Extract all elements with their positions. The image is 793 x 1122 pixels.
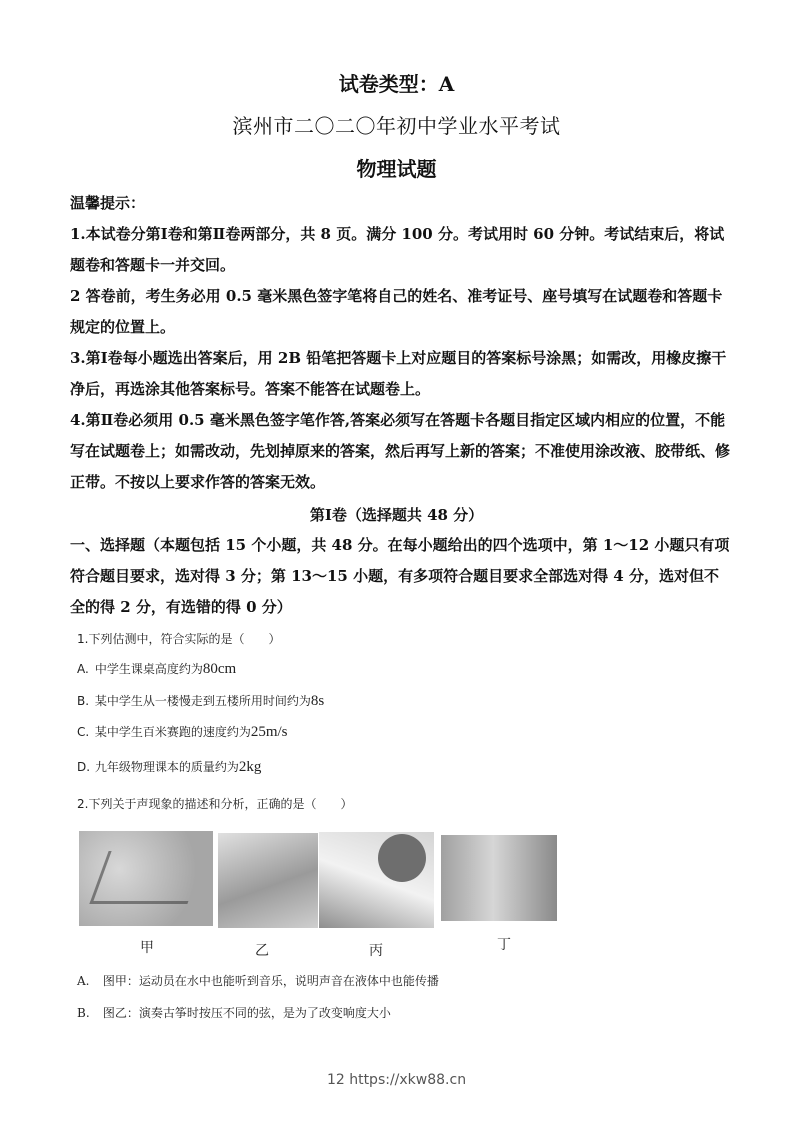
figure-label-jia: 甲 (140, 940, 154, 956)
option-label: C. (77, 725, 90, 739)
question-2-option-b (77, 1004, 391, 1021)
question-1-option-b (77, 692, 324, 710)
notice-heading: 温馨提示： (70, 194, 146, 212)
notice-item: 1.本试卷分第Ⅰ卷和第Ⅱ卷两部分，共 8 页。满分 100 分。考试用时 60 分钟。考试结束后，将试题卷和答题卡一并交回。 (70, 225, 725, 274)
subject-title: 物理试题 (356, 157, 437, 181)
question-1-option-c (77, 723, 288, 741)
option-value: 80cm (202, 661, 237, 677)
option-label: A. (77, 974, 90, 988)
section-heading: 第Ⅰ卷（选择题共 48 分） (309, 506, 484, 524)
option-text: 中学生课桌高度约为 (94, 662, 203, 676)
option-text: 某中学生百米赛跑的速度约为 (94, 725, 251, 739)
notice-item: 3.第Ⅰ卷每小题选出答案后，用 2B 铅笔把答题卡上对应题目的答案标号涂黑；如需改，用橡皮擦干净后，再选涂其他答案标号。答案不能答在试题卷上。 (70, 349, 727, 398)
option-text: 图甲：运动员在水中也能听到音乐，说明声音在液体中也能传播 (102, 974, 439, 988)
image-guzheng-player-icon (218, 833, 318, 928)
option-text: 九年级物理课本的质量约为 (94, 760, 239, 774)
page-footer: 12 https://xkw88.cn (326, 1072, 467, 1088)
figure-label-yi: 乙 (255, 943, 269, 959)
image-swimmers-underwater-icon (79, 831, 213, 926)
image-ultrasound-exam-icon (319, 832, 434, 928)
option-value: 8s (310, 693, 325, 709)
question-1-stem: 1.下列估测中，符合实际的是（ ） (77, 632, 281, 646)
question-1-option-d (77, 758, 261, 776)
question-1-option-a (77, 660, 236, 678)
option-value: 25m/s (250, 724, 288, 740)
notice-item: 2 答卷前，考生务必用 0.5 毫米黑色签字笔将自己的姓名、准考证号、座号填写在试题卷和答题卡规定的位置上。 (70, 287, 723, 336)
question-2-option-a (77, 972, 439, 989)
question-2-stem: 2.下列关于声现象的描述和分析，正确的是（ ） (77, 797, 353, 811)
option-text: 某中学生从一楼慢走到五楼所用时间约为 (94, 694, 311, 708)
image-textile-factory-worker-icon (441, 835, 557, 921)
figure-label-ding: 丁 (497, 937, 511, 953)
notice-item: 4.第Ⅱ卷必须用 0.5 毫米黑色签字笔作答,答案必须写在答题卡各题目指定区域内相应的位置，不能写在试题卷上；如需改动，先划掉原来的答案，然后再写上新的答案；不准使用涂改液、胶带纸、修正带。不按以上要求作答的答案无效。 (70, 411, 731, 491)
option-value: 2kg (238, 759, 262, 775)
option-label: A. (77, 662, 89, 676)
figure-label-bing: 丙 (369, 943, 383, 959)
option-text: 图乙：演奏古筝时按压不同的弦，是为了改变响度大小 (102, 1006, 391, 1020)
question-2-figures (79, 831, 559, 931)
option-label: B. (77, 694, 90, 708)
option-label: B. (77, 1006, 90, 1020)
section-intro: 一、选择题（本题包括 15 个小题，共 48 分。在每小题给出的四个选项中，第 1～12 小题只有项符合题目要求，选对得 3 分；第 13～15 小题，有多项符合题目要求全部选对得 4 分，选对但不全的得 2 分，有选错的得 0 分） (70, 536, 730, 616)
option-label: D. (77, 760, 91, 774)
notice-block (70, 188, 730, 498)
exam-title: 滨州市二〇二〇年初中学业水平考试 (232, 114, 561, 138)
paper-type: 试卷类型：A (338, 72, 455, 96)
